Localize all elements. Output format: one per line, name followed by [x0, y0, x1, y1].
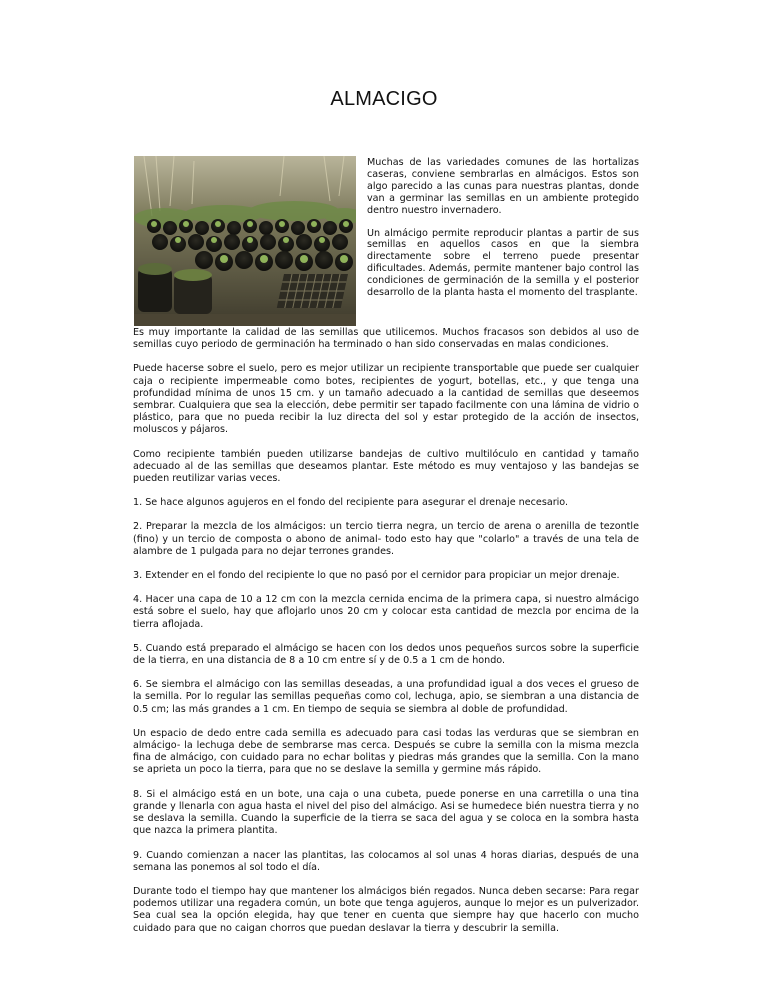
seedbed-photo [134, 156, 356, 326]
list-item: 3. Extender en el fondo del recipiente lo que no pasó por el cernidor para propiciar un mejor drenaje. [133, 570, 620, 582]
paragraph-seed-quality: Es muy importante la calidad de las semillas que utilicemos. Muchos fracasos son debidos al uso de semillas cuyo periodo de germinación ha terminado o han sido conservadas en malas condiciones. [133, 327, 639, 351]
steps-list [133, 497, 639, 934]
list-item: 5. Cuando está preparado el almácigo se hacen con los dedos unos pequeños surcos sobre la superficie de la tierra, en una distancia de 8 a 10 cm entre sí y de 0.5 a 1 cm de hondo. [133, 642, 639, 667]
list-item: 4. Hacer una capa de 10 a 12 cm con la mezcla cernida encima de la primera capa, si nuestro almácigo está sobre el suelo, hay que aflojarlo unos 20 cm y colocar esta cantidad de mezcla por encima de la tierra aflojada. [133, 594, 639, 630]
list-item: 1. Se hace algunos agujeros en el fondo del recipiente para asegurar el drenaje necesario. [133, 497, 569, 509]
list-item: Durante todo el tiempo hay que mantener los almácigos bién regados. Nunca deben secarse: Para regar podemos utilizar una regadera común, un bote que tenga agujeros, aunque lo mejor es un pulverizador. Sea cual sea la opción elegida, hay que tener en cuenta que siempre hay que hacerlo con mucho cuidado para que no caigan chorros que puedan deslavar la tierra y descubrir la semilla. [133, 885, 639, 934]
page-title: ALMACIGO [330, 88, 438, 110]
body-text [133, 327, 639, 947]
paragraph-trays: Como recipiente también pueden utilizarse bandejas de cultivo multilóculo en cantidad y tamaño adecuado al de las semillas que deseamos plantar. Este método es muy ventajoso y las bandejas se pueden reutilizar varias veces. [133, 448, 639, 485]
intro-paragraph-2: Un almácigo permite reproducir plantas a partir de sus semillas en aquellos casos en que la siembra directamente sobre el terreno puede presentar dificultades. Además, permite mantener bajo control las condiciones de germinación de la semilla y el posterior desarrollo de la planta hasta el momento del trasplante. [367, 227, 639, 299]
list-item: Un espacio de dedo entre cada semilla es adecuado para casi todas las verduras que se siembran en almácigo- la lechuga debe de sembrarse mas cerca. Después se cubre la semilla con la misma mezcla fina de almácigo, con cuidado para no echar bolitas y piedras más grandes que la semilla. Con la mano se aprieta un poco la tierra, para que no se deslave la semilla y germine más rápido. [133, 727, 639, 776]
paragraph-container: Puede hacerse sobre el suelo, pero es mejor utilizar un recipiente transportable que puede ser cualquier caja o recipiente impermeable como botes, recipientes de yogurt, botellas, etc., y que tenga una profundidad mínima de unos 15 cm. y un tamaño adecuado a la cantidad de semillas que deseemos sembrar. Cualquiera que sea la elección, debe permitir ser tapado facilmente con una lámina de vidrio o plástico, para que no pueda recibir la luz directa del sol y estar protegido de la acción de insectos, moluscos y pájaros. [133, 363, 639, 436]
list-item: 6. Se siembra el almácigo con las semillas deseadas, a una profundidad igual a dos veces el grueso de la semilla. Por lo regular las semillas pequeñas como col, lechuga, apio, se siembran a una distancia de 0.5 cm; las más grandes a 1 cm. En tiempo de sequia se siembra al doble de profundidad. [133, 679, 639, 715]
list-item: 8. Si el almácigo está en un bote, una caja o una cubeta, puede ponerse en una carretilla o una tina grande y llenarla con agua hasta el nivel del piso del almácigo. Asi se humedece bién nuestra tierra y no se deslava la semilla. Cuando la superficie de la tierra se saca del agua y se coloca en la sombra hasta que nazca la primera plantita. [133, 788, 639, 837]
intro-text [367, 157, 639, 310]
list-item: 9. Cuando comienzan a nacer las plantitas, las colocamos al sol unas 4 horas diarias, después de una semana las ponemos al sol todo el día. [133, 849, 639, 873]
list-item: 2. Preparar la mezcla de los almácigos: un tercio tierra negra, un tercio de arena o arenilla de tezontle (fino) y un tercio de composta o abono de animal- todo esto hay que "colarlo" a través de una tela de alambre de 1 pulgada para no dejar terrones grandes. [133, 521, 639, 557]
seedbed-illustration [134, 156, 356, 326]
intro-paragraph-1: Muchas de las variedades comunes de las hortalizas caseras, conviene sembrarlas en almácigos. Estos son algo parecido a las cunas para nuestras plantas, donde van a germinar las semillas en un ambiente protegido dentro nuestro invernadero. [367, 157, 639, 216]
